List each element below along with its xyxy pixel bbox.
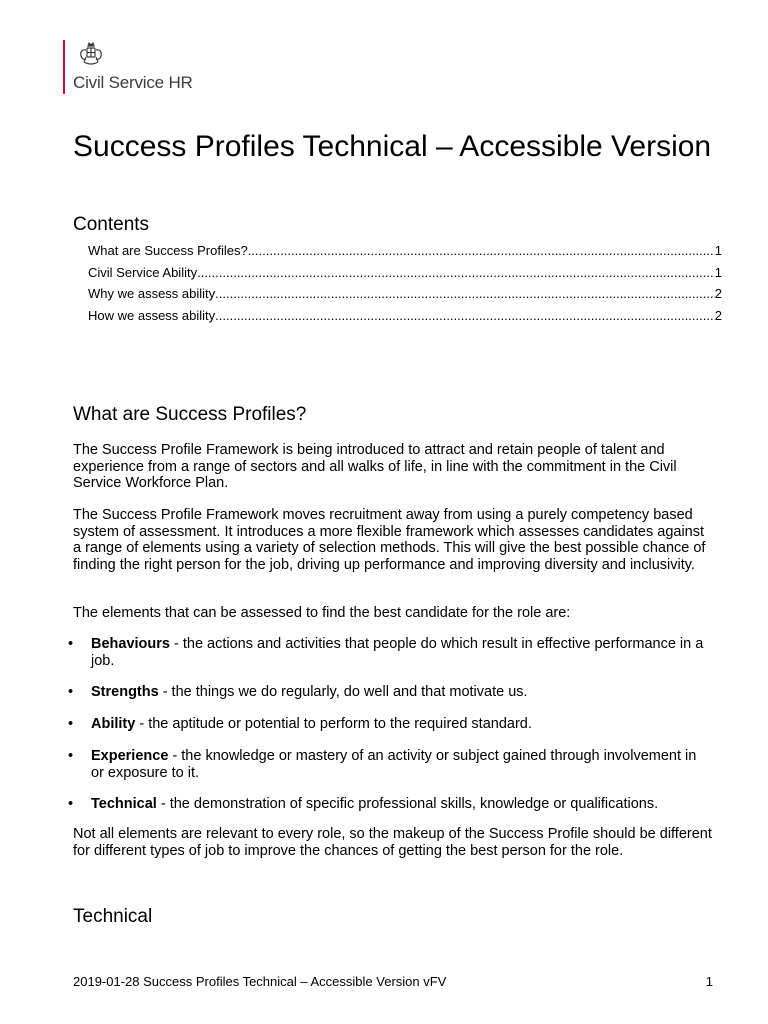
toc-entry[interactable] bbox=[88, 286, 722, 308]
bullet-icon: • bbox=[68, 636, 74, 652]
element-term: Behaviours bbox=[91, 636, 170, 652]
list-item bbox=[68, 796, 713, 813]
paragraph: Not all elements are relevant to every role, so the makeup of the Success Profile should be different for different types of job to improve the chances of getting the best person for the role. bbox=[73, 826, 712, 859]
bullet-icon: • bbox=[68, 684, 74, 701]
toc-entry-label[interactable]: Civil Service Ability bbox=[88, 264, 198, 280]
organisation-name: Civil Service HR bbox=[73, 73, 193, 92]
civil-service-hr-logo bbox=[63, 40, 213, 94]
toc-leader-dots bbox=[215, 308, 715, 323]
element-description: - the actions and activities that people do which result in effective performance in a job. bbox=[91, 636, 704, 669]
toc-leader-dots bbox=[197, 265, 715, 280]
elements-list bbox=[68, 636, 713, 813]
list-item bbox=[68, 636, 713, 669]
bullet-icon: • bbox=[68, 716, 74, 733]
element-term: Technical bbox=[91, 796, 157, 813]
toc-entry[interactable] bbox=[88, 265, 722, 287]
element-term: Experience bbox=[91, 747, 169, 764]
document-title: Success Profiles Technical – Accessible Version bbox=[73, 130, 712, 163]
royal-coat-of-arms-icon bbox=[77, 42, 105, 68]
toc-entry-page[interactable]: 1 bbox=[714, 243, 722, 258]
section-heading-what-are-success-profiles: What are Success Profiles? bbox=[73, 404, 307, 425]
list-item bbox=[68, 747, 713, 781]
toc-entry[interactable] bbox=[88, 308, 722, 330]
toc-entry-label[interactable]: What are Success Profiles? bbox=[88, 243, 248, 258]
toc-leader-dots bbox=[215, 286, 715, 301]
toc-entry-label[interactable]: How we assess ability bbox=[88, 307, 216, 323]
element-description: - the things we do regularly, do well and that motivate us. bbox=[158, 684, 528, 701]
footer-page-number: 1 bbox=[705, 974, 713, 989]
element-description: - the aptitude or potential to perform to the required standard. bbox=[135, 716, 532, 733]
list-item bbox=[68, 716, 713, 733]
toc-entry-page[interactable]: 2 bbox=[714, 286, 722, 301]
toc-leader-dots bbox=[248, 243, 715, 258]
section-heading-technical: Technical bbox=[73, 906, 153, 927]
element-term: Strengths bbox=[91, 684, 159, 701]
paragraph: The Success Profile Framework is being introduced to attract and retain people of talent and experience from a range of sectors and all walks of life, in line with the commitment in the Civil Service Workforce Plan. bbox=[73, 442, 677, 492]
paragraph: The elements that can be assessed to find the best candidate for the role are: bbox=[73, 605, 571, 621]
toc-entry[interactable] bbox=[88, 243, 722, 265]
list-item bbox=[68, 684, 713, 701]
footer-text: 2019-01-28 Success Profiles Technical – Accessible Version vFV bbox=[73, 974, 447, 989]
toc-entry-label[interactable]: Why we assess ability bbox=[88, 286, 216, 301]
logo-red-bar bbox=[63, 40, 65, 94]
element-term: Ability bbox=[91, 716, 136, 733]
table-of-contents bbox=[88, 243, 722, 329]
element-description: - the demonstration of specific professional skills, knowledge or qualifications. bbox=[156, 796, 659, 813]
bullet-icon: • bbox=[68, 747, 74, 764]
contents-heading: Contents bbox=[73, 214, 150, 235]
toc-entry-page[interactable]: 1 bbox=[714, 264, 722, 280]
toc-entry-page[interactable]: 2 bbox=[714, 307, 722, 323]
bullet-icon: • bbox=[68, 796, 74, 813]
element-description: - the knowledge or mastery of an activity or subject gained through involvement in or exposure to it. bbox=[91, 747, 697, 781]
paragraph: The Success Profile Framework moves recruitment away from using a purely competency based system of assessment. It introduces a more flexible framework which assesses candidates against a range of elements using a variety of selection methods. This will give the best possible chance of finding the right person for the job, driving up performance and improving diversity and inclusivity. bbox=[73, 507, 706, 574]
